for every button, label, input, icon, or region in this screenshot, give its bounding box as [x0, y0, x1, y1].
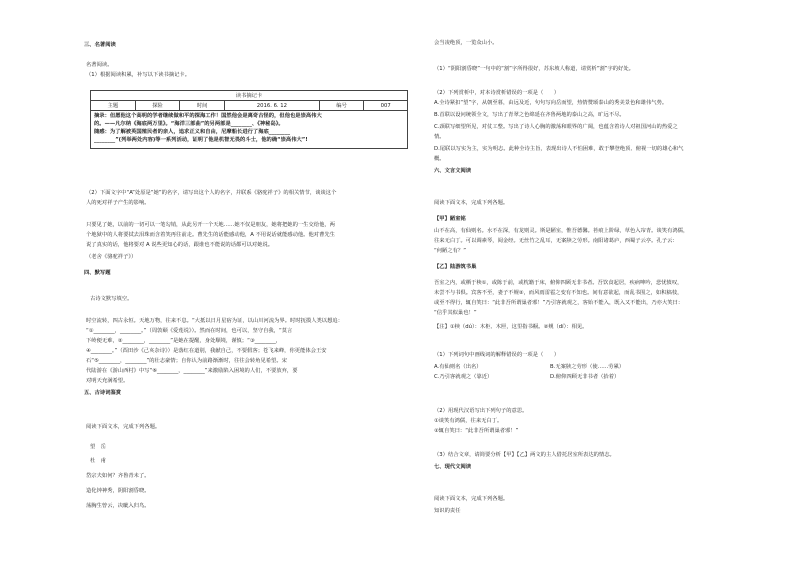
passage-line-3: 说了真实的话，他将要对 A 说些更知心的话，跟谁也不能说的话都可以对她说。: [86, 242, 274, 248]
option-d-line-2: 概。: [434, 156, 445, 162]
section-3-title: 三、名著阅读: [84, 42, 116, 48]
option-d-line-1: D.尾联以写实为主，实为明志。此种全诗主旨，表现出诗人不怕困难，敢于攀登绝顶、俯视一切的雄心和气: [434, 146, 684, 152]
card-caption: 读书摘记卡: [91, 91, 408, 101]
option-c-line-1: C.颈联写细望所见，对仗工整。写出了诗人心胸的激荡和眼界的广阔，也蕴含着诗人对祖国河山的热爱之: [434, 124, 678, 130]
poem-line-1: 岱宗夫如何？齐鲁青未了。: [86, 473, 150, 479]
section-5-intro: 阅读下面文本，完成下列各题。: [86, 424, 161, 430]
translate-sentence-2: ②辄自笑曰：“此非吾所谓巢者邪！”: [434, 428, 519, 434]
question-1: （1）根据阅读积累，补写以下读书摘记卡。: [86, 72, 191, 78]
dictation-line-5: 石“⑤________，________”的壮志豪情；自你认为前路渐渐时，往往会转角见希望。宋: [86, 358, 287, 364]
text-b-line-3: 或至不得行，辄自笑曰：“此非吾所谓巢者邪！”乃引客就观之，客始不能入，既入又不能出，乃亦大笑曰：: [434, 300, 684, 306]
dictation-line-2: “①________，________。”（周敦颐《爱莲说》）。然而在时间，也可以，坚守自我，“莫言: [86, 328, 293, 334]
section-5-title: 五、古诗词鉴赏: [84, 390, 122, 396]
option-b: B.首联以设问统领全文，写出了青翠之色绵延在齐鲁两地的泰山之高，旷远不尽。: [434, 112, 625, 118]
poem-author: 杜 甫: [90, 458, 106, 464]
dictation-line-4: ④________。”（酉田沙《己亥杂诗》）是落红在道别，我献自己，不要假客；苍飞来峰，你更能体会王安: [86, 348, 327, 354]
text-a-line-1: 山不在高，有仙则名。水不在深，有龙则灵。斯是陋室，惟吾德馨。苔痕上阶绿，草色入帘青。谈笑有鸿儒，: [434, 228, 689, 234]
section-7-intro: 阅读下面文本，完成下列各题。: [434, 496, 509, 502]
card-value-topic: 探险: [135, 101, 180, 111]
section-6-title: 六、文言文阅读: [434, 168, 472, 174]
card-value-time: 2016. 6. 12: [225, 101, 320, 111]
text-b-line-1: 吾室之内，或栖于椟①，或陈于前，或枕籍于床，俯仰四顾无非书者。吾饮食起居，疾病呻吟，悲忧愤叹，: [434, 280, 683, 286]
text-b-line-4: “信乎其似巢也！”: [434, 310, 477, 316]
section-7-subtitle: 知识的责任: [434, 508, 461, 514]
text-a-title: 【甲】陋室铭: [434, 216, 466, 222]
question-2-line-1: （2）下面文字中“A”处原是“她”的名字，请写出这个人的名字，并联系《骆驼祥子》的相关情节，谈谈这个: [86, 190, 337, 196]
passage-line-1: 只要见了她，以前的一切可以一笔勾销，从此另开一个天地……她不仅是朋友，她将把她的一生交给他，两: [86, 222, 335, 228]
poem-line-2: 造化钟神秀，阴阳割昏晓。: [86, 488, 150, 494]
passage-source: （老舍《骆驼祥子》）: [86, 254, 137, 260]
annotation-note: 【注】①椟（dú）：木柜、木匣，这里指书橱。②觌（dí）：相见。: [434, 324, 588, 330]
reading-card-table: [90, 90, 408, 149]
poem-line-4: 会当凌绝顶，一览众山小。: [434, 40, 498, 46]
card-body: [91, 111, 408, 149]
card-header-topic: 主题: [91, 101, 136, 111]
classical-question-2: （2）用现代汉语写出下列句子的意思。: [434, 408, 528, 414]
dictation-line-1: 时空流转，四古永恒。天地万物，往来不息。“大抵以日月星宿为证，以山川河流为界。时时抚摸人类以想追：: [86, 318, 343, 324]
question-2-line-2: 人的死对祥子产生的影响。: [86, 200, 150, 206]
passage-line-2: 个地狱中的人将要拭去泪珠而含着笑再往前走。曹先生的话能感动他，A 不用说话就能感动他。他对曹先生: [86, 232, 335, 238]
text-a-line-2: 往来无白丁。可以调素琴，阅金经。无丝竹之乱耳，无案牍之劳形。南阳诸葛庐，西蜀子云亭。孔子云：: [434, 238, 678, 244]
card-line-1: 摘录：但愿他这个高明的学者继续做和平的探海工作！国然他会是离奇古怪的，但他也是崇高伟大: [94, 113, 322, 119]
option-a: A.全诗紧扣“望”字，从朝至暮，由远及近，句句写向岳而望，热情赞颂泰山的秀美景色和雄伟气势。: [434, 100, 668, 106]
card-line-2: 的。——凡尔纳《海底两万里》。“海洋三部曲”的另两部是________、《神秘岛》。: [94, 121, 284, 127]
poem-question-1: （1）“阴阳割昏晓”一句中的“割”字所得很好，苏东坡人称道，请赏析“割”字的好处。: [434, 66, 634, 72]
card-value-number: 007: [364, 101, 408, 111]
section-3-intro: 名著阅读。: [86, 62, 113, 68]
text-b-title: 【乙】陆游筑书巢: [434, 264, 477, 270]
classical-question-1: （1）下列词句中画线词的解释错误的一项是（ ）: [434, 352, 560, 358]
right-column: [430, 0, 760, 561]
text-a-line-3: “何陋之有？”: [434, 248, 466, 254]
section-6-intro: 阅读下面文本，完成下列各题。: [434, 200, 509, 206]
section-4-intro: 古诗文默写填空。: [90, 296, 133, 302]
card-header-number: 编号: [319, 101, 364, 111]
poem-title: 望 岳: [90, 444, 106, 450]
translate-sentence-1: ①谈笑有鸿儒，往来无白丁。: [434, 418, 503, 424]
classical-question-3: （3）结合文章，请简要分析【甲】【乙】两文的主人借托居室所表达的情志。: [434, 452, 615, 458]
card-line-3: 随感：为了解被英国殖民者的亲人，追求正义和自由，尼摩船长进行了海底________: [94, 129, 290, 135]
classical-option-a: A.有仙则名（出名）: [434, 364, 482, 370]
dictation-line-7: 对明天充满希望。: [86, 378, 129, 384]
classical-option-d: D.俯仰四顾无非书者（抬着）: [550, 374, 620, 380]
classical-option-c: C.乃引客就观之（靠近）: [434, 374, 493, 380]
section-4-title: 四、默写题: [84, 270, 111, 276]
left-column: [84, 0, 404, 561]
dictation-line-3: 下岭便无难，②________，________”是她在提醒，身处顺境，谨慎；“③________，: [86, 338, 282, 344]
poem-question-2: （2）下列赏析中，对本诗赏析错误的一项是（ ）: [434, 90, 560, 96]
dictation-line-6: 代陆游在《游山西村》中写“⑥________，________”来激励陷入困境的人们，不要放弃，要: [86, 368, 298, 374]
section-7-title: 七、现代文阅读: [434, 464, 472, 470]
card-line-4: ________”(列举两处内容)等一系列活动，证明了他是机智无畏的斗士，他的确“崇高伟大”!: [94, 137, 308, 143]
classical-option-b: B.无案牍之劳形（使……劳累）: [550, 364, 625, 370]
option-c-line-2: 情。: [434, 134, 445, 140]
text-b-line-2: 未尝不与书俱。宾客不至，妻子不觌②，而风雨雷雹之变有不知也。间有意欲起，而乱书围之，如积槁枝，: [434, 290, 683, 296]
poem-line-3: 荡胸生曾云，决眦入归鸟。: [86, 503, 150, 509]
card-header-time: 时间: [180, 101, 225, 111]
